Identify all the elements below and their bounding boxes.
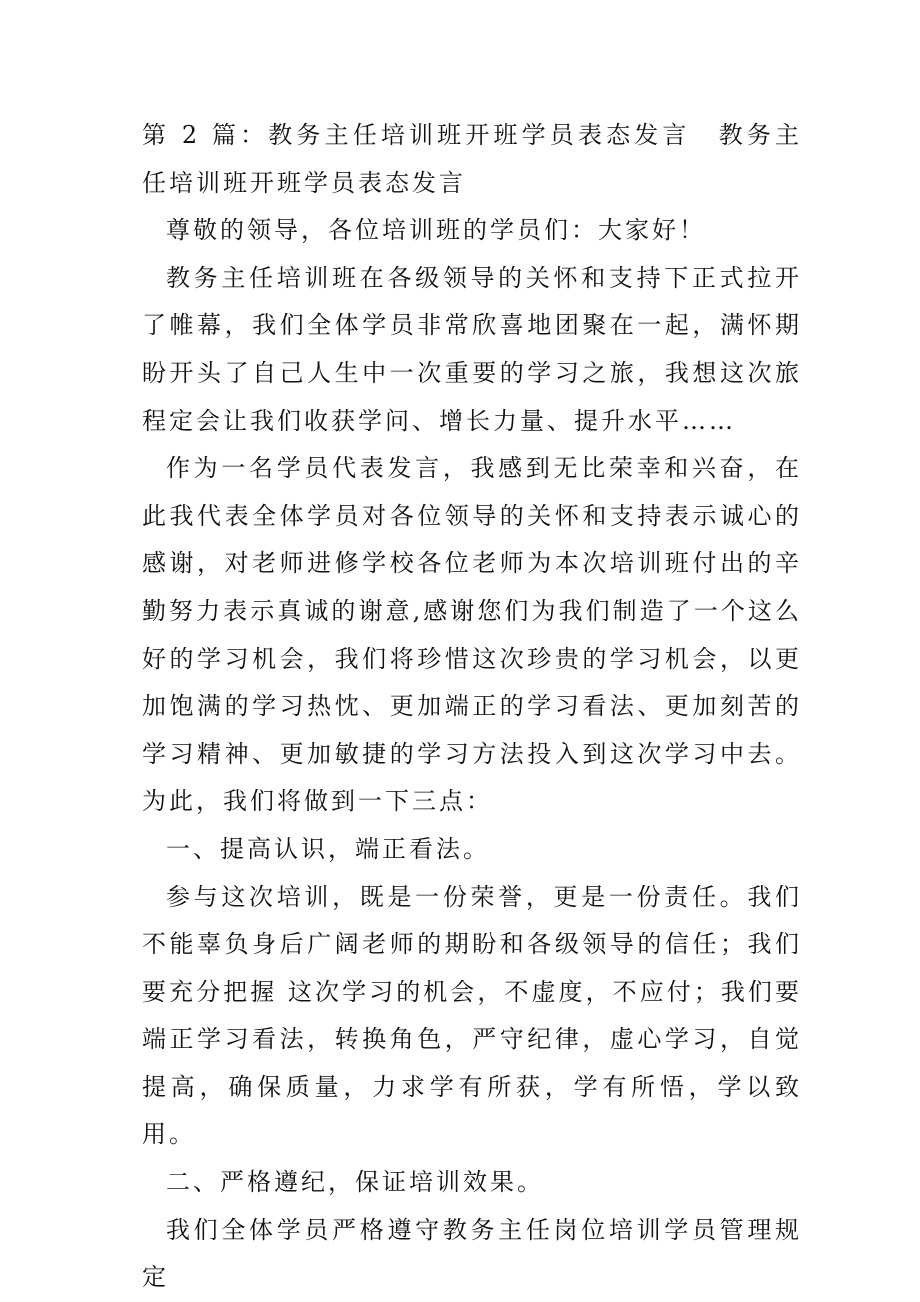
paragraph-opening: 教务主任培训班在各级领导的关怀和支持下正式拉开了帷幕，我们全体学员非常欣喜地团聚在一起，满怀期盼开头了自己人生中一次重要的学习之旅，我想这次旅程定会让我们收获学问、增长力量、提升水平…… <box>142 263 802 435</box>
section-heading-one: 一、提高认识，端正看法。 <box>166 834 490 863</box>
paragraph-representative: 作为一名学员代表发言，我感到无比荣幸和兴奋，在此我代表全体学员对各位领导的关怀和支持表示诚心的感谢，对老师进修学校各位老师为本次培训班付出的辛勤努力表示真诚的谢意,感谢您们为我们制造了一个这么好的学习机会，我们将珍惜这次珍贵的学习机会，以更加饱满的学习热忱、更加端正的学习看法、更加刻苦的学习精神、更加敏捷的学习方法投入到这次学习中去。为此，我们将做到一下三点： <box>142 454 802 816</box>
paragraph-section-one: 参与这次培训，既是一份荣誉，更是一份责任。我们不能辜负身后广阔老师的期盼和各级领导的信任；我们要充分把握 这次学习的机会，不虚度，不应付；我们要端正学习看法，转换角色，严守纪律，虚心学习，自觉提高，确保质量，力求学有所获，学有所悟，学以致用。 <box>142 882 802 1149</box>
paragraph-greeting: 尊敬的领导，各位培训班的学员们：大家好！ <box>166 216 706 245</box>
paragraph-section-two: 我们全体学员严格遵守教务主任岗位培训学员管理规定 <box>142 1215 802 1292</box>
section-heading-two: 二、严格遵纪，保证培训效果。 <box>166 1168 544 1197</box>
document-body <box>142 112 802 1302</box>
document-title: 第 2 篇：教务主任培训班开班学员表态发言 教务主任培训班开班学员表态发言 <box>142 121 802 197</box>
